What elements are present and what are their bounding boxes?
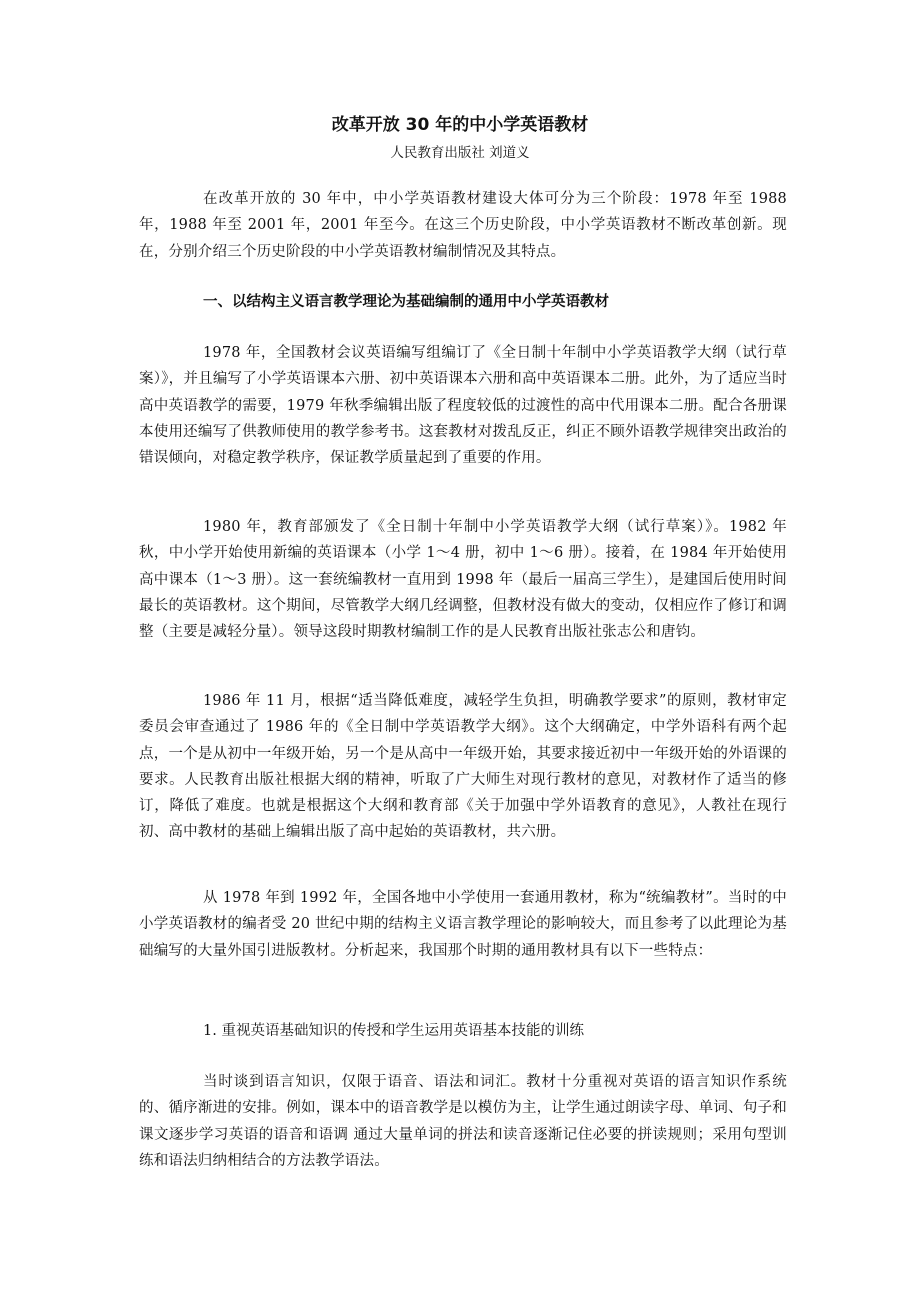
document-author: 人民教育出版社 刘道义 [390, 145, 530, 161]
document-title: 改革开放 30 年的中小学英语教材 [331, 115, 589, 135]
intro-paragraph: 在改革开放的 30 年中，中小学英语教材建设大体可分为三个阶段：1978 年至 1988 年，1988 年至 2001 年，2001 年至今。在这三个历史阶段，中小学英语教材不断改革创新。现在，分别介绍三个历史阶段的中小学英语教材编制情况及其特点。 [139, 191, 787, 260]
paragraph-language-knowledge: 当时谈到语言知识，仅限于语音、语法和词汇。教材十分重视对英语的语言知识作系统的、循序渐进的安排。例如，课本中的语音教学是以模仿为主，让学生通过朗读字母、单词、句子和课文逐步学习英语的语音和语调 通过大量单词的拼法和读音逐渐记住必要的拼读规则；采用句型训练和语法归纳相结合的方法教学语法。 [139, 1074, 787, 1169]
subheading-1: 1. 重视英语基础知识的传授和学生运用英语基本技能的训练 [203, 1023, 584, 1039]
paragraph-1980: 1980 年，教育部颁发了《全日制十年制中小学英语教学大纲（试行草案）》。1982 年秋，中小学开始使用新编的英语课本（小学 1～4 册，初中 1～6 册）。接着，在 1984 年开始使用高中课本（1～3 册）。这一套统编教材一直用到 1998 年（最后一届高三学生），是建国后使用时间最长的英语教材。这个期间，尽管教学大纲几经调整，但教材没有做大的变动，仅相应作了修订和调整（主要是减轻分量）。领导这段时期教材编制工作的是人民教育出版社张志公和唐钧。 [139, 519, 787, 641]
section-heading: 一、以结构主义语言教学理论为基础编制的通用中小学英语教材 [203, 294, 609, 310]
paragraph-1978: 1978 年，全国教材会议英语编写组编订了《全日制十年制中小学英语教学大纲（试行草案）》，并且编写了小学英语课本六册、初中英语课本六册和高中英语课本二册。此外，为了适应当时高中英语教学的需要，1979 年秋季编辑出版了程度较低的过渡性的高中代用课本二册。配合各册课本使用还编写了供教师使用的教学参考书。这套教材对拨乱反正，纠正不顾外语教学规律突出政治的错误倾向，对稳定教学秩序，保证教学质量起到了重要的作用。 [139, 345, 787, 467]
paragraph-1986: 1986 年 11 月，根据“适当降低难度，减轻学生负担，明确教学要求”的原则，教材审定委员会审查通过了 1986 年的《全日制中学英语教学大纲》。这个大纲确定，中学外语科有两个起点，一个是从初中一年级开始，另一个是从高中一年级开始，其要求接近初中一年级开始的外语课的要求。人民教育出版社根据大纲的精神，听取了广大师生对现行教材的意见，对教材作了适当的修订，降低了难度。也就是根据这个大纲和教育部《关于加强中学外语教育的意见》，人教社在现行初、高中教材的基础上编辑出版了高中起始的英语教材，共六册。 [139, 693, 787, 841]
paragraph-1978-1992: 从 1978 年到 1992 年，全国各地中小学使用一套通用教材，称为“统编教材”。当时的中小学英语教材的编者受 20 世纪中期的结构主义语言教学理论的影响较大，而且参考了以此理论为基础编写的大量外国引进版教材。分析起来，我国那个时期的通用教材具有以下一些特点： [139, 890, 787, 959]
